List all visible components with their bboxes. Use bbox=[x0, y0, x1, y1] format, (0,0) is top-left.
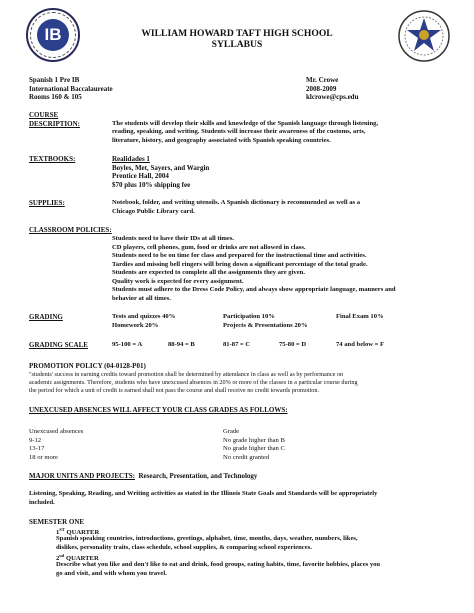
description-line: literature, history, and geography associated with Spanish speaking countries. bbox=[112, 136, 331, 144]
policy-item: behavior at all times. bbox=[112, 294, 171, 302]
quarter-topic-line: Describe what you like and don't like to eat and drink, food groups, eating habits, time, favorite hobbies, places you bbox=[56, 561, 381, 568]
grading-label: GRADING bbox=[29, 313, 63, 321]
quarter-topic-line: go and visit, and with whom you travel. bbox=[56, 569, 167, 577]
supplies-label: SUPPLIES: bbox=[29, 199, 65, 207]
grading-scale-item: 81-87 = C bbox=[223, 341, 251, 348]
grading-scale-item: 74 and below = F bbox=[336, 341, 385, 348]
quarter-topic-line: dislikes, personality traits, class schedule, school supplies, & comparing school experiences. bbox=[56, 543, 312, 551]
school-year: 2008-2009 bbox=[306, 84, 337, 93]
policy-item: Students need to have their IDs at all times. bbox=[112, 235, 235, 242]
textbook-authors: Boyles, Met, Sayers, and Wargin bbox=[112, 163, 210, 172]
absences-heading: UNEXCUSED ABSENCES WILL AFFECT YOUR CLASS GRADES AS FOLLOWS: bbox=[29, 406, 288, 414]
grade-col-header: Grade bbox=[223, 428, 240, 435]
policy-item: Tardies and missing bell ringers will bring down a significant percentage of the total grade. bbox=[112, 260, 368, 268]
grading-scale-item: 75-80 = D bbox=[279, 341, 307, 348]
room-numbers: Rooms 160 & 105 bbox=[29, 93, 82, 101]
absence-grade: No credit granted bbox=[223, 453, 270, 461]
course-name: Spanish 1 Pre IB bbox=[29, 76, 80, 84]
grading-item: Projects & Presentations 20% bbox=[223, 321, 308, 329]
promotion-line: academic assignments. Therefore, students who have unexcused absences in 20% or more of the classes in a particular course during bbox=[29, 378, 358, 386]
grading-item: Participation 10% bbox=[223, 313, 275, 320]
absence-grade: No grade higher than B bbox=[223, 436, 285, 444]
standards-line: included. bbox=[29, 498, 55, 506]
promotion-line: "students' success in earning credits toward promotion shall be determined by attendance in class as well as by performance on bbox=[29, 370, 344, 378]
quarter-suffix: ST bbox=[59, 527, 65, 532]
absences-col-header: Unexcused absences bbox=[29, 428, 84, 435]
semester-heading: SEMESTER ONE bbox=[29, 518, 85, 526]
major-units-label: MAJOR UNITS AND PROJECTS: bbox=[29, 472, 135, 480]
program-name: International Baccalaureate bbox=[29, 84, 113, 93]
absence-range: 13-17 bbox=[29, 445, 45, 452]
grading-item: Tests and quizzes 40% bbox=[112, 313, 176, 320]
policy-item: Students need to be on time for class and prepared for the instructional time and activities. bbox=[112, 252, 367, 259]
quarter-suffix: nd bbox=[59, 553, 65, 558]
supplies-line: Notebook, folder, and writing utensils. A Spanish dictionary is recommended as well as a bbox=[112, 199, 361, 206]
grading-scale-item: 88-94 = B bbox=[168, 341, 195, 348]
textbooks-label: TEXTBOOKS: bbox=[29, 155, 76, 163]
school-name: WILLIAM HOWARD TAFT HIGH SCHOOL bbox=[141, 28, 333, 39]
grading-scale-item: 95-100 = A bbox=[112, 341, 143, 348]
policy-item: CD players, cell phones, gum, food or drinks are not allowed in class. bbox=[112, 243, 306, 251]
promotion-heading: PROMOTION POLICY (04-0128-P01) bbox=[29, 362, 146, 370]
absence-range: 18 or more bbox=[29, 453, 58, 461]
grading-scale-label: GRADING SCALE bbox=[29, 341, 88, 349]
textbook-price: $70 plus 10% shipping fee bbox=[112, 180, 191, 189]
major-units-row bbox=[29, 472, 257, 480]
textbook-title: Realidades 1 bbox=[112, 155, 150, 163]
description-line: reading, speaking, and writing. Students will increase their awareness of the customs, arts, bbox=[112, 128, 366, 135]
grading-item: Final Exam 10% bbox=[336, 313, 384, 320]
quarter-word: QUARTER bbox=[66, 529, 100, 537]
textbook-publisher: Prentice Hall, 2004 bbox=[112, 172, 169, 180]
teacher-name: Mr. Crowe bbox=[306, 76, 339, 84]
standards-line: Listening, Speaking, Reading, and Writing activities as stated in the Illinois State Goals and Standards will be appropriately bbox=[29, 490, 378, 497]
promotion-line: the period for which a unit of credit is earned shall not pass the course and shall receive no credit towards promotion. bbox=[29, 386, 320, 394]
policies-label: CLASSROOM POLICIES: bbox=[29, 226, 112, 234]
absence-range: 9-12 bbox=[29, 436, 42, 444]
grading-item: Homework 20% bbox=[112, 321, 159, 329]
policy-item: Students must adhere to the Dress Code Policy, and always show appropriate language, manners and bbox=[112, 286, 396, 293]
teacher-email[interactable]: klcrowe@cps.edu bbox=[306, 93, 359, 101]
ib-logo-mark: IB bbox=[37, 19, 69, 51]
supplies-line: Chicago Public Library card. bbox=[112, 207, 195, 215]
course-label: COURSE bbox=[29, 111, 59, 119]
quarter-number: 1 bbox=[56, 529, 60, 537]
major-units-text: Research, Presentation, and Technology bbox=[138, 472, 258, 480]
quarter-topic-line: Spanish speaking countries, introductions, greetings, alphabet, time, months, days, weather, numbers, likes, bbox=[56, 535, 358, 542]
absence-grade: No grade higher than C bbox=[223, 445, 285, 452]
policy-item: Quality work is expected for every assignment. bbox=[112, 277, 244, 285]
description-label: DESCRIPTION: bbox=[29, 119, 80, 128]
quarter-number: 2 bbox=[56, 555, 60, 563]
quarter-word: QUARTER bbox=[65, 555, 99, 563]
policy-item: Students are expected to complete all the assignments they are given. bbox=[112, 269, 305, 276]
description-line: The students will develop their skills and knowledge of the Spanish language through listening, bbox=[112, 119, 379, 127]
page-title: SYLLABUS bbox=[211, 39, 263, 50]
